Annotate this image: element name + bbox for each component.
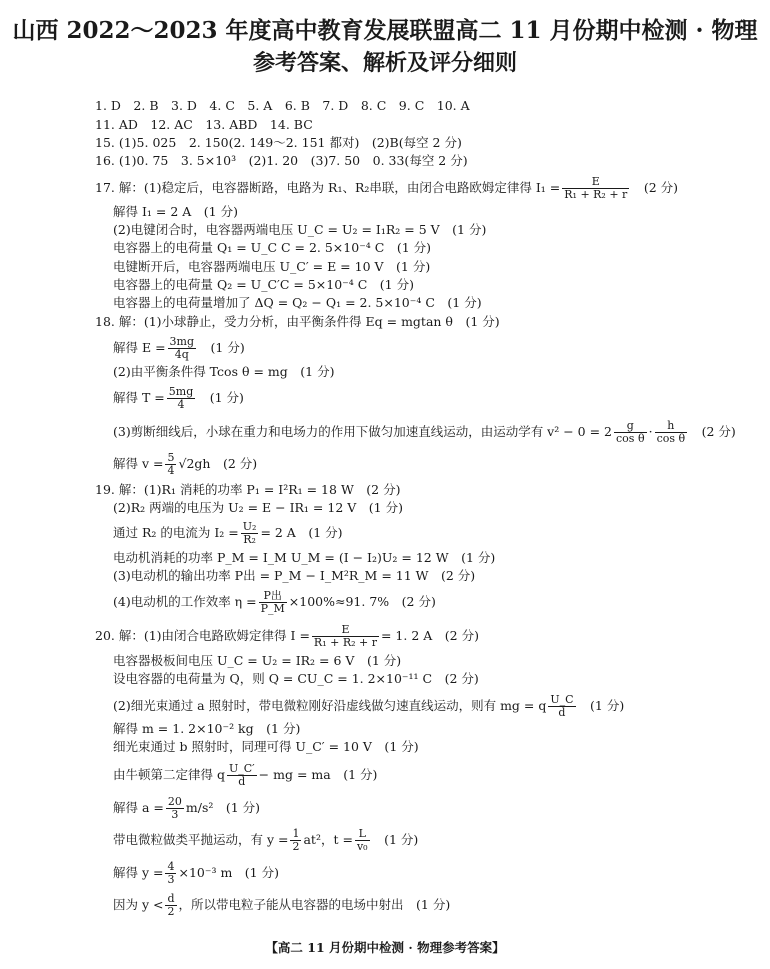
q17-line-4: 电容器上的电荷量 Q₁ = U_C C = 2. 5×10⁻⁴ C (1 分) <box>113 240 432 255</box>
q19-line-1: 19. 解：(1)R₁ 消耗的功率 P₁ = I²R₁ = 18 W (2 分) <box>95 482 401 497</box>
q18-line-2: 解得 E = $\frac{3mg}{4q}$ (1 分) <box>113 335 245 361</box>
q19-line-3: 通过 R₂ 的电流为 I₂ = $\frac{\text{U₂}}{\text{R₂}}$ = 2 A (1 分) <box>113 520 343 546</box>
q20-line-4: (2)细光束通过 a 照射时，带电微粒刚好沿虚线做匀速直线运动，则有 mg = q $\frac{U\_C}{d}$ (1 分) <box>113 693 625 719</box>
q18-line-5: (3)剪断细线后，小球在重力和电场力的作用下做匀加速直线运动，由运动学有 v² − 0 = 2 $\frac{g}{\text{cos θ}}$ · $\frac{h}{\text{cos θ}}$ (2 分) <box>113 419 736 445</box>
q18-line-6: 解得 v = $\frac{5}{4}$ √2gh (2 分) <box>113 451 258 477</box>
q17-line-5: 电键断开后，电容器两端电压 U_C′ = E = 10 V (1 分) <box>113 259 431 274</box>
q18-line-1: 18. 解：(1)小球静止，受力分析，由平衡条件得 Eq = mgtan θ (1 分) <box>95 314 500 329</box>
q17-line-7: 电容器上的电荷量增加了 ΔQ = Q₂ − Q₁ = 2. 5×10⁻⁴ C (1 分) <box>113 295 482 310</box>
fraction: $\frac{L}{\text{v₀}}$ <box>356 827 368 853</box>
answer-line-2: 11. AD 12. AC 13. ABD 14. BC <box>95 117 313 132</box>
q19-line-4: 电动机消耗的功率 P_M = I_M U_M = (I − I₂)U₂ = 12 W (1 分) <box>113 550 496 565</box>
q20-line-9: 带电微粒做类平抛运动，有 y = $\frac{1}{2}$ at²，t = $\frac{L}{\text{v₀}}$ (1 分) <box>113 827 419 853</box>
q18-line-4: 解得 T = $\frac{5mg}{4}$ (1 分) <box>113 385 244 411</box>
fraction: $\frac{E}{\text{R₁ + R₂ + r}}$ <box>313 623 377 649</box>
fraction: $\frac{5mg}{4}$ <box>168 385 194 411</box>
fraction: $\frac{4}{3}$ <box>167 860 175 886</box>
q19-line-6: (4)电动机的工作效率 η = $\frac{\text{P出}}{P\_M}$ ×100%≈91. 7% (2 分) <box>113 589 436 615</box>
q20-line-8: 解得 a = $\frac{20}{3}$ m/s² (1 分) <box>113 795 261 821</box>
q17-line-1: 17. 解：(1)稳定后，电容器断路，电路为 R₁、R₂串联，由闭合电路欧姆定律得 I₁ = $\frac{E}{\text{R₁ + R₂ + r}}$ (2 分) <box>95 175 678 201</box>
fraction: $\frac{E}{\text{R₁ + R₂ + r}}$ <box>564 175 628 201</box>
page-title: 山西 2022～2023 年度高中教育发展联盟高二 11 月份期中检测 · 物理 <box>12 17 758 44</box>
q20-line-3: 设电容器的电荷量为 Q，则 Q = CU_C = 1. 2×10⁻¹¹ C (2 分) <box>113 671 479 686</box>
fraction: $\frac{U\_C'}{d}$ <box>228 762 255 788</box>
answer-line-1: 1. D 2. B 3. D 4. C 5. A 6. B 7. D 8. C 9. C 10. A <box>95 98 470 113</box>
fraction: $\frac{g}{\text{cos θ}}$ <box>616 419 645 445</box>
q19-line-2: (2)R₂ 两端的电压为 U₂ = E − IR₁ = 12 V (1 分) <box>113 500 403 515</box>
q17-line-6: 电容器上的电荷量 Q₂ = U_C′C = 5×10⁻⁴ C (1 分) <box>113 277 414 292</box>
q20-line-7: 由牛顿第二定律得 q $\frac{U\_C'}{d}$ − mg = ma (1 分) <box>113 762 378 788</box>
q20-line-10: 解得 y = $\frac{4}{3}$ ×10⁻³ m (1 分) <box>113 860 279 886</box>
q20-line-11: 因为 y < $\frac{d}{2}$ ，所以带电粒子能从电容器的电场中射出 (1 分) <box>113 892 451 918</box>
q20-line-1: 20. 解：(1)由闭合电路欧姆定律得 I = $\frac{E}{\text{R₁ + R₂ + r}}$ = 1. 2 A (2 分) <box>95 623 479 649</box>
q18-line-3: (2)由平衡条件得 Tcos θ = mg (1 分) <box>113 364 335 379</box>
q17-line-3: (2)电键闭合时，电容器两端电压 U_C = U₂ = I₁R₂ = 5 V (1 分) <box>113 222 487 237</box>
answer-line-3: 15. (1)5. 025 2. 150(2. 149～2. 151 都对) (2)B(每空 2 分) <box>95 135 462 150</box>
answer-line-4: 16. (1)0. 75 3. 5×10³ (2)1. 20 (3)7. 50 0. 33(每空 2 分) <box>95 153 468 168</box>
fraction: $\frac{\text{P出}}{P\_M}$ <box>260 589 285 615</box>
q20-line-5: 解得 m = 1. 2×10⁻² kg (1 分) <box>113 721 301 736</box>
fraction: $\frac{3mg}{4q}$ <box>169 335 195 361</box>
page-subtitle: 参考答案、解析及评分细则 <box>252 50 517 76</box>
fraction: $\frac{U\_C}{d}$ <box>550 693 574 719</box>
fraction: $\frac{h}{\text{cos θ}}$ <box>656 419 686 445</box>
fraction: $\frac{1}{2}$ <box>292 827 300 853</box>
fraction: $\frac{\text{U₂}}{\text{R₂}}$ <box>242 520 257 546</box>
fraction: $\frac{20}{3}$ <box>167 795 182 821</box>
q17-line-2: 解得 I₁ = 2 A (1 分) <box>113 204 238 219</box>
fraction: $\frac{d}{2}$ <box>167 892 175 918</box>
fraction: $\frac{5}{4}$ <box>167 451 175 477</box>
q20-line-6: 细光束通过 b 照射时，同理可得 U_C′ = 10 V (1 分) <box>113 739 419 754</box>
page-footer: 【高二 11 月份期中检测 · 物理参考答案】 <box>265 940 505 955</box>
q19-line-5: (3)电动机的输出功率 P出 = P_M − I_M²R_M = 11 W (2 分) <box>113 568 476 583</box>
q20-line-2: 电容器极板间电压 U_C = U₂ = IR₂ = 6 V (1 分) <box>113 653 402 668</box>
